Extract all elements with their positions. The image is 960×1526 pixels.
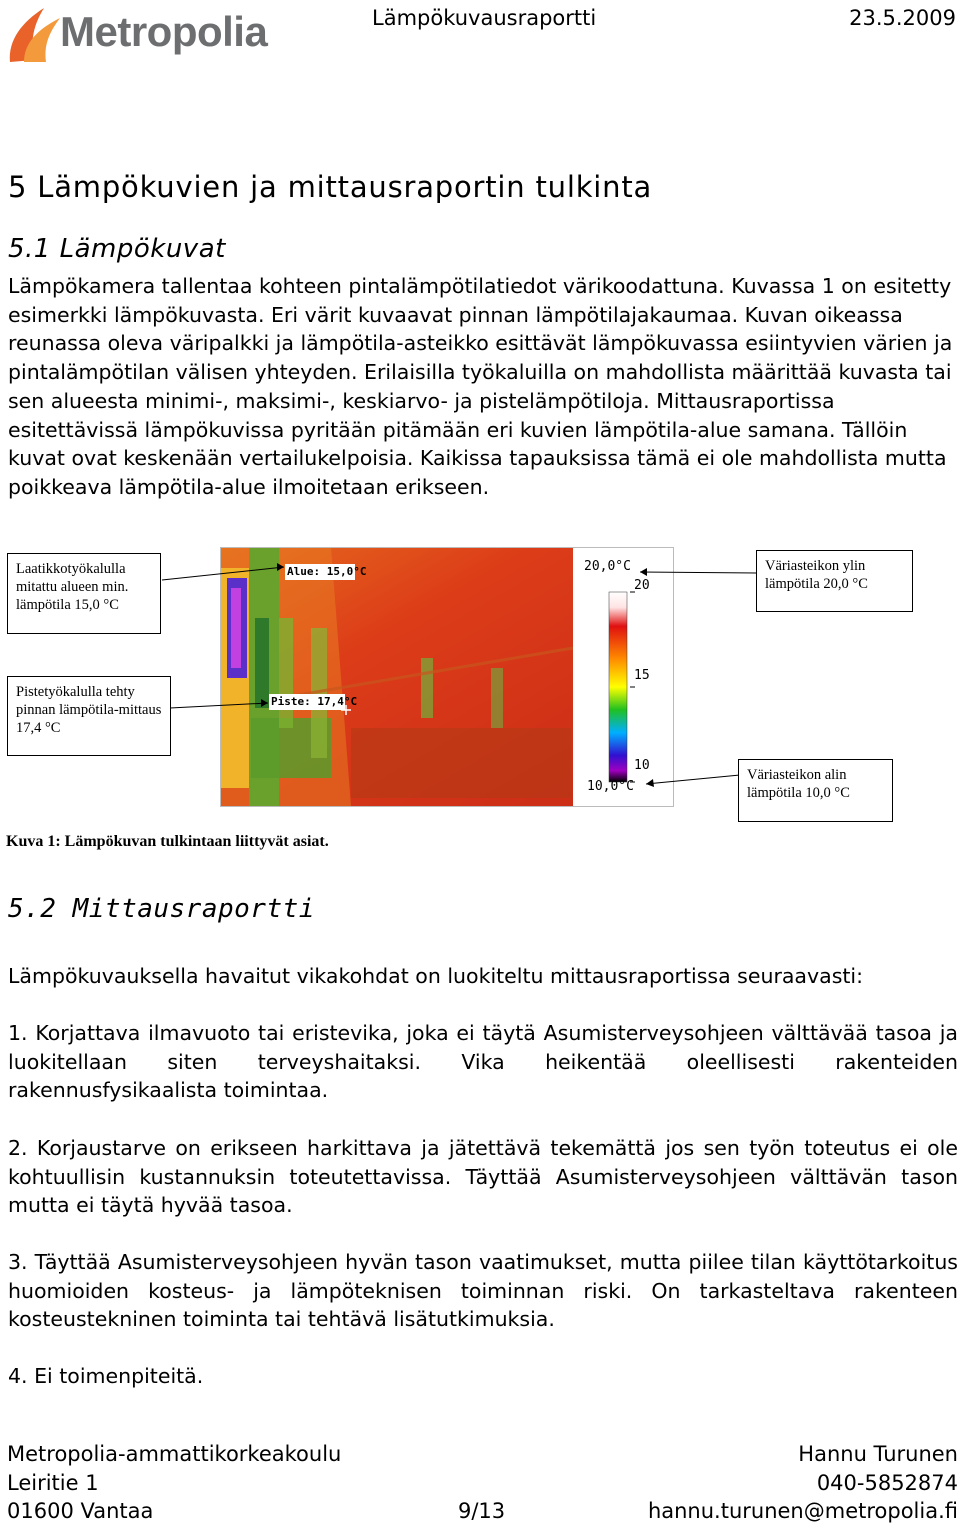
- page-number: 9/13: [458, 1499, 506, 1523]
- classification-item-3: 3. Täyttää Asumisterveysohjeen hyvän tason vaatimukset, mutta piilee tilan käyttötarkoitus huomioiden kosteus- ja lämpöteknisen toiminnan riski. On tarkasteltava rakenteen kosteustekninen toiminta tai tehtävä lisätutkimuksia.: [8, 1250, 958, 1332]
- section-heading: 5 Lämpökuvien ja mittausraportin tulkinta: [8, 170, 653, 204]
- logo-text: Metropolia: [60, 8, 268, 55]
- intro-paragraph: Lämpökamera tallentaa kohteen pintalämpötilatiedot värikoodattuna. Kuvassa 1 on esitetty esimerkki lämpökuvasta. Eri värit kuvaavat pinnan lämpötilajakaumaa. Kuvan oikeassa reunassa oleva väripalkki ja lämpötila-asteikko esittävät lämpökuvassa esiintyvien värien ja pintalämpötilan välisen yhteyden. Erilaisilla työkaluilla on mahdollista määrittää kuvasta tai sen alueesta minimi-, maksimi-, keskiarvo- ja pistelämpötiloja. Mittausraportissa esitettävissä lämpökuvissa pyritään pitämään eri kuvien lämpötila-alue samana. Tällöin kuvat ovat keskenään vertailukelpoisia. Kaikissa tapauksissa tämä ei ole mahdollista mutta poikkeava lämpötila-alue ilmoitetaan erikseen.: [8, 274, 953, 499]
- classification-item-4: 4. Ei toimenpiteitä.: [8, 1364, 204, 1388]
- callout-scale-max: Väriasteikon ylin lämpötila 20,0 °C: [756, 550, 913, 612]
- document-title: Lämpökuvausraportti: [372, 6, 597, 30]
- scale-tick-20: 20: [634, 578, 650, 593]
- point-tool-label: Piste: 17,4°C: [271, 695, 358, 708]
- area-tool-label: Alue: 15,0°C: [287, 565, 367, 578]
- footer-phone: 040-5852874: [816, 1470, 958, 1495]
- classification-item-2: 2. Korjaustarve on erikseen harkittava ja jätettävä tekemättä jos sen työn toteutus ei ole kohtuullisin kustannuksin toteutettavissa. Täyttää Asumisterveysohjeen välttävän tason mutta ei täytä hyvää tasoa.: [8, 1136, 958, 1218]
- figure-caption: Kuva 1: Lämpökuvan tulkintaan liittyvät asiat.: [6, 833, 329, 850]
- report-intro: Lämpökuvauksella havaitut vikakohdat on luokiteltu mittausraportissa seuraavasti:: [8, 964, 864, 988]
- callout-scale-min: Väriasteikon alin lämpötila 10,0 °C: [738, 759, 893, 822]
- footer-street: Leiritie 1: [7, 1470, 99, 1495]
- callout-area-min: Laatikkotyökalulla mitattu alueen min. lämpötila 15,0 °C: [7, 553, 161, 634]
- footer-right: [648, 1440, 958, 1526]
- footer-author: Hannu Turunen: [798, 1442, 958, 1466]
- footer-left: [7, 1440, 341, 1526]
- callout-point-measurement: Pistetyökalulla tehty pinnan lämpötila-mittaus 17,4 °C: [7, 676, 171, 756]
- subsection-heading-mittausraportti: 5.2 Mittausraportti: [8, 894, 315, 924]
- subsection-heading-lampokuvat: 5.1 Lämpökuvat: [8, 234, 226, 264]
- scale-tick-10: 10: [634, 758, 650, 773]
- scale-min-label: 10,0°C: [587, 779, 634, 794]
- scale-max-label: 20,0°C: [584, 559, 631, 574]
- footer-email[interactable]: hannu.turunen@metropolia.fi: [647, 1499, 958, 1523]
- footer-org: Metropolia-ammattikorkeakoulu: [7, 1442, 342, 1466]
- document-date: 23.5.2009: [849, 6, 956, 30]
- classification-item-1: 1. Korjattava ilmavuoto tai eristevika, joka ei täytä Asumisterveysohjeen välttävää tasoa ja luokitellaan siten terveyshaitaksi. Vika heikentää oleellisesti rakenteiden rakennusfysikaalista toimintaa.: [8, 1021, 958, 1103]
- footer-city: 01600 Vantaa: [7, 1499, 154, 1523]
- scale-tick-15: 15: [634, 668, 650, 683]
